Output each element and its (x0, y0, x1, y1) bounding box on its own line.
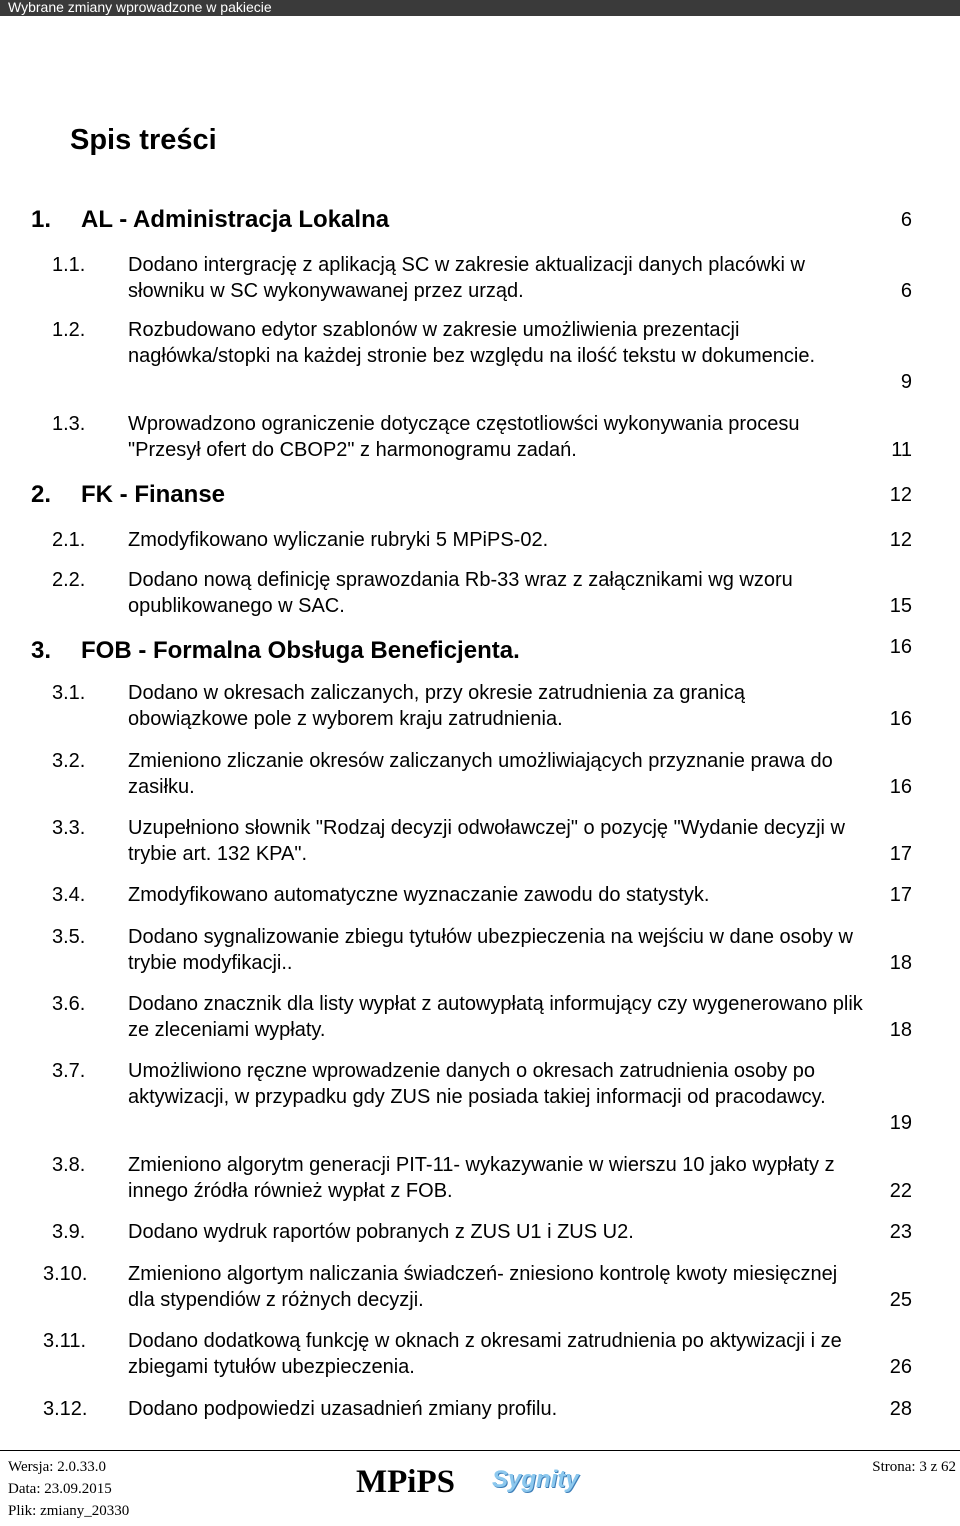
header-title: Wybrane zmiany wprowadzone w pakiecie (8, 0, 272, 15)
footer-divider (0, 1450, 960, 1451)
toc-number: 3.3. (52, 817, 86, 839)
toc-page: 11 (891, 439, 912, 461)
toc-title: Dodano dodatkową funkcję w oknach z okresami zatrudnienia po aktywizacji i ze zbiegami tytułów ubezpieczenia. (128, 1330, 842, 1378)
footer-page-number: Strona: 3 z 62 (872, 1459, 956, 1475)
toc-page: 16 (889, 776, 912, 798)
toc-title: Dodano sygnalizowanie zbiegu tytułów ubezpieczenia na wejściu w dane osoby w trybie modyfikacji.. (128, 926, 853, 974)
toc-page: 17 (889, 843, 912, 865)
toc-number: 3.5. (52, 926, 86, 948)
toc-title: Zmieniono algorytm generacji PIT-11- wykazywanie w wierszu 10 jako wypłaty z innego źródła również wypłat z FOB. (128, 1154, 835, 1202)
mpips-logo: MPiPS (356, 1464, 455, 1500)
sygnity-logo: Sygnity (492, 1466, 579, 1493)
toc-page: 6 (900, 280, 912, 302)
toc-title: Umożliwiono ręczne wprowadzenie danych o okresach zatrudnienia osoby po aktywizacji, w przypadku gdy ZUS nie posiada takiej informacji od pracodawcy. (128, 1060, 826, 1108)
toc-title: Dodano podpowiedzi uzasadnień zmiany profilu. (128, 1398, 558, 1420)
toc-number: 3.9. (52, 1221, 86, 1243)
toc-number: 3.1. (52, 682, 86, 704)
toc-number: 3.2. (52, 750, 86, 772)
footer-file: Plik: zmiany_20330 (8, 1503, 130, 1519)
toc-page: 16 (889, 636, 912, 658)
toc-title: Zmieniono zliczanie okresów zaliczanych umożliwiających przyznanie prawa do zasiłku. (128, 750, 833, 798)
toc-number: 2.2. (52, 569, 86, 591)
footer-date: Data: 23.09.2015 (8, 1481, 112, 1497)
toc-number: 2. (31, 481, 52, 508)
toc-title: FOB - Formalna Obsługa Beneficjenta. (81, 637, 520, 664)
toc-page: 18 (889, 952, 912, 974)
toc-number: 3.12. (43, 1398, 88, 1420)
toc-page: 17 (889, 884, 912, 906)
toc-page: 25 (889, 1289, 912, 1311)
toc-number: 2.1. (52, 529, 86, 551)
toc-number: 3.7. (52, 1060, 86, 1082)
footer-info (8, 1456, 129, 1522)
toc-title: Zmodyfikowano automatyczne wyznaczanie zawodu do statystyk. (128, 884, 710, 906)
toc-page: 12 (889, 529, 912, 551)
toc-page: 28 (889, 1398, 912, 1420)
header-bar (0, 0, 960, 16)
toc-title: Dodano intergrację z aplikacją SC w zakresie aktualizacji danych placówki w słowniku w SC wykonywawanej przez urząd. (128, 254, 805, 302)
toc-title: Dodano w okresach zaliczanych, przy okresie zatrudnienia za granicą obowiązkowe pole z wyborem kraju zatrudnienia. (128, 682, 745, 730)
toc-title: Dodano wydruk raportów pobranych z ZUS U1 i ZUS U2. (128, 1221, 634, 1243)
toc-number: 3.11. (43, 1330, 86, 1352)
toc-title: Wprowadzono ograniczenie dotyczące częstotliowści wykonywania procesu "Przesył ofert do CBOP2" z harmonogramu zadań. (128, 413, 800, 461)
toc-title: Uzupełniono słownik "Rodzaj decyzji odwoławczej" o pozycję "Wydanie decyzji w trybie art. 132 KPA". (128, 817, 846, 865)
toc-page: 6 (900, 209, 912, 231)
toc-number: 1.3. (52, 413, 86, 435)
toc-page: 23 (889, 1221, 912, 1243)
footer-version: Wersja: 2.0.33.0 (8, 1459, 106, 1475)
toc-number: 3. (31, 637, 52, 664)
toc-page: 9 (900, 371, 912, 393)
toc-page: 19 (889, 1112, 912, 1134)
toc-title: FK - Finanse (81, 481, 226, 508)
toc-page: 12 (889, 484, 912, 506)
toc-page: 18 (889, 1019, 912, 1041)
toc-title: AL - Administracja Lokalna (81, 206, 390, 233)
toc-page: 15 (889, 595, 912, 617)
toc-title: Rozbudowano edytor szablonów w zakresie umożliwienia prezentacji nagłówka/stopki na każdej stronie bez względu na ilość tekstu w dokumencie. (128, 319, 816, 367)
toc-number: 1. (31, 206, 52, 233)
toc-number: 1.2. (52, 319, 86, 341)
toc-number: 3.8. (52, 1154, 86, 1176)
toc-page: 22 (889, 1180, 912, 1202)
toc-title: Zmieniono algortym naliczania świadczeń- zniesiono kontrolę kwoty miesięcznej dla stypendiów z różnych decyzji. (128, 1263, 838, 1311)
toc-page: 16 (889, 708, 912, 730)
toc-title: Dodano znacznik dla listy wypłat z autowypłatą informujący czy wygenerowano plik ze zleceniami wypłaty. (128, 993, 863, 1041)
toc-number: 1.1. (52, 254, 86, 276)
toc-number: 3.10. (43, 1263, 88, 1285)
toc-number: 3.6. (52, 993, 86, 1015)
toc-heading: Spis treści (70, 124, 217, 156)
toc-title: Zmodyfikowano wyliczanie rubryki 5 MPiPS-02. (128, 529, 549, 551)
toc-page: 26 (889, 1356, 912, 1378)
toc-number: 3.4. (52, 884, 86, 906)
toc-title: Dodano nową definicję sprawozdania Rb-33 wraz z załącznikami wg wzoru opublikowanego w SAC. (128, 569, 793, 617)
